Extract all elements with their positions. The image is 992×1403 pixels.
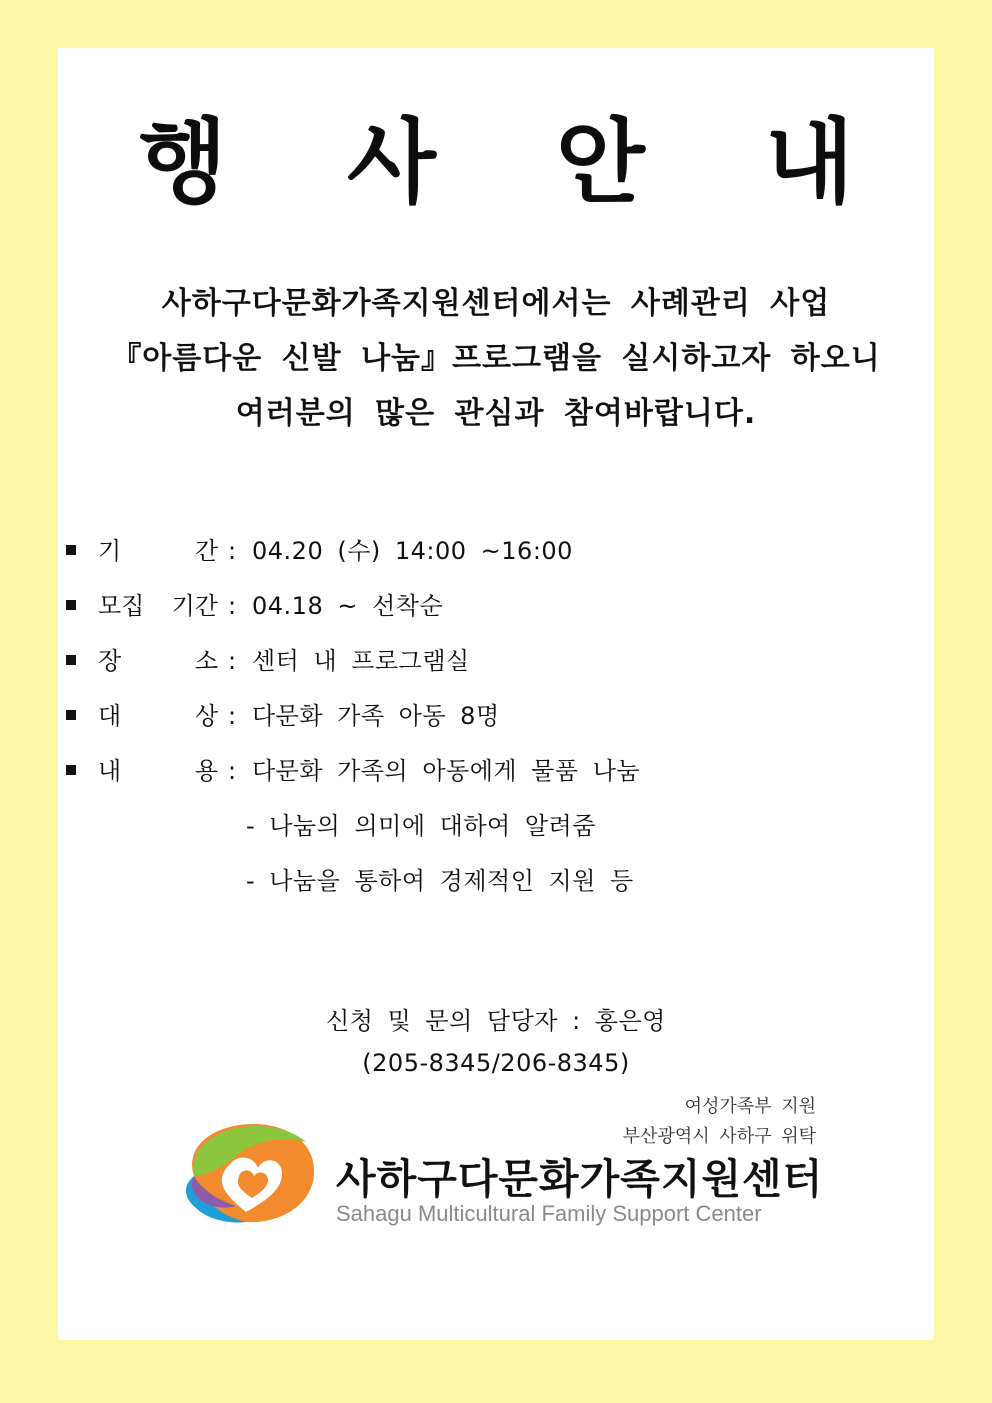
intro-line: 여러분의 많은 관심과 참여바랍니다. [235,396,757,431]
square-bullet-icon [66,600,76,610]
detail-colon: : [228,702,237,730]
sponsor-line: 여성가족부 지원 [684,1096,816,1117]
sub-item-text: - 나눔을 통하여 경제적인 지원 등 [246,867,634,895]
detail-colon: : [228,647,237,675]
detail-row-period [62,528,922,583]
detail-value: 04.18 ~ 선착순 [252,592,444,620]
sponsor-line: 부산광역시 사하구 위탁 [622,1126,816,1147]
poster-title: 행 사 안 내 [138,109,898,216]
detail-value: 센터 내 프로그램실 [252,647,470,675]
detail-value: 다문화 가족 아동 8명 [252,702,500,730]
detail-row-content [62,748,922,803]
contact-person: 신청 및 문의 담당자 : 홍은영 [326,1007,666,1035]
contact-phone: (205-8345/206-8345) [362,1049,630,1077]
detail-row-target [62,693,922,748]
square-bullet-icon [66,710,76,720]
intro-text [0,276,992,441]
detail-label: 내 용 [98,757,218,785]
square-bullet-icon [66,545,76,555]
detail-value: 04.20 (수) 14:00 ~16:00 [252,537,573,565]
detail-label: 장 소 [98,647,218,675]
event-details [62,528,922,913]
square-bullet-icon [66,655,76,665]
detail-value: 다문화 가족의 아동에게 물품 나눔 [252,757,641,785]
detail-colon: : [228,537,237,565]
center-logo-icon [174,1116,324,1228]
sponsor-info [623,1092,816,1152]
detail-colon: : [228,592,237,620]
detail-label: 기 간 [98,537,218,565]
sub-item-text: - 나눔의 의미에 대하여 알려줌 [246,812,596,840]
contact-info [0,1000,992,1084]
square-bullet-icon [66,765,76,775]
detail-row-recruit [62,583,922,638]
center-name: 사하구다문화가족지원센터 [336,1155,824,1203]
intro-line: 사하구다문화가족지원센터에서는 사례관리 사업 [161,286,831,321]
center-name-english: Sahagu Multicultural Family Support Center [336,1201,762,1226]
detail-row-place [62,638,922,693]
detail-label: 모집 기간 [98,592,218,620]
detail-label: 대 상 [98,702,218,730]
detail-sub-item [62,858,922,913]
intro-line: 『아름다운 신발 나눔』프로그램을 실시하고자 하오니 [111,341,881,376]
detail-sub-item [62,803,922,858]
detail-colon: : [228,757,237,785]
